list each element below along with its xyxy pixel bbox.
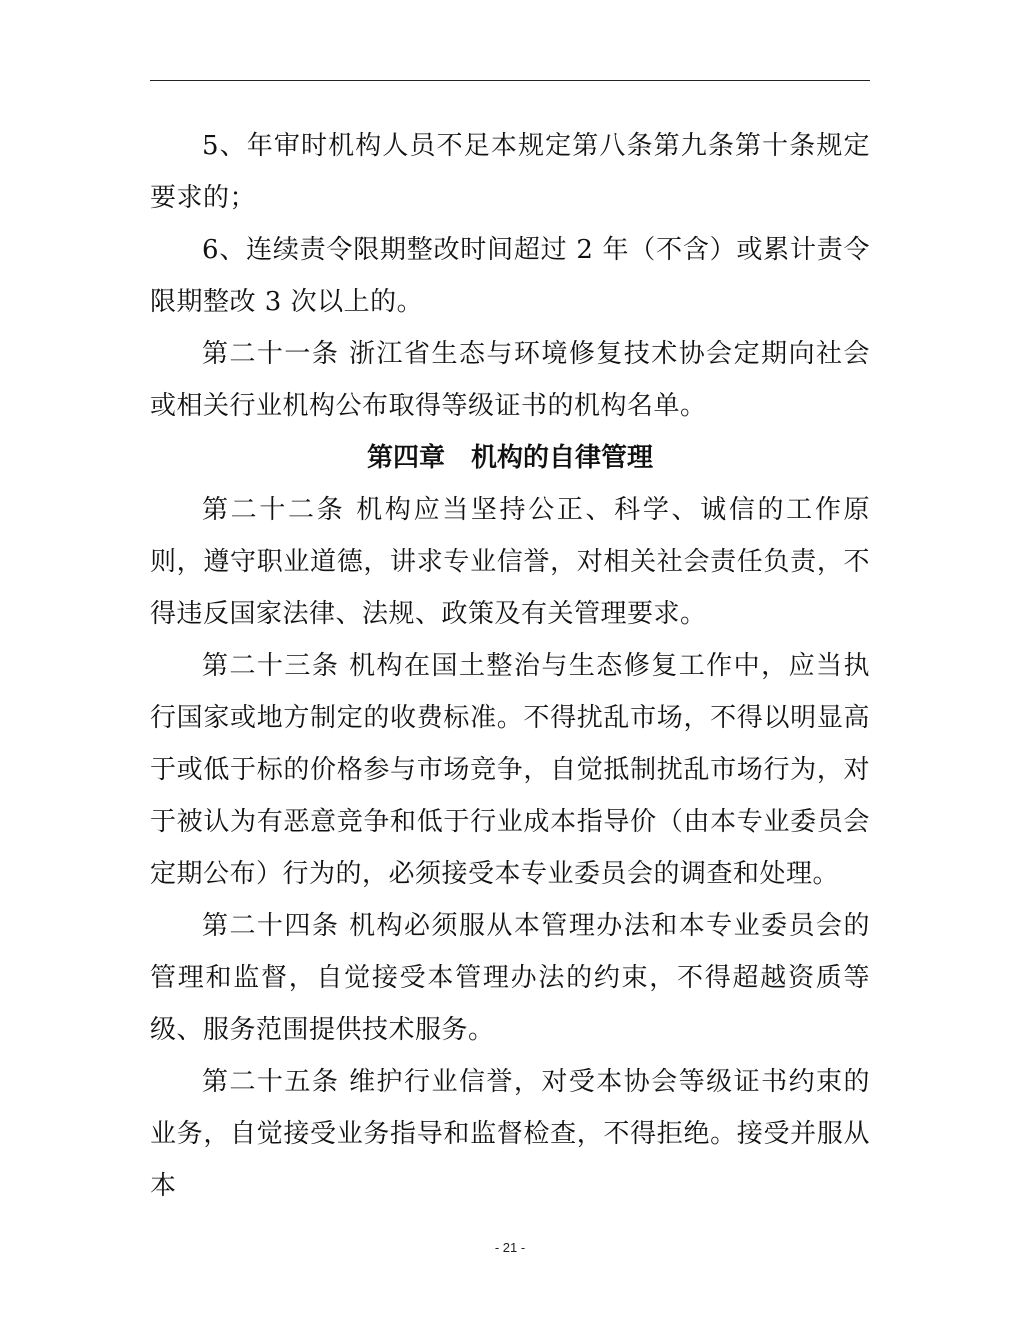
paragraph-article-24: 第二十四条 机构必须服从本管理办法和本专业委员会的管理和监督，自觉接受本管理办法的约束，不得超越资质等级、服务范围提供技术服务。 (150, 911, 870, 1045)
paragraph-article-21: 第二十一条 浙江省生态与环境修复技术协会定期向社会或相关行业机构公布取得等级证书的机构名单。 (150, 339, 870, 421)
header-rule (150, 80, 870, 81)
page-number: - 21 - (494, 1240, 526, 1255)
paragraph-item-5: 5、年审时机构人员不足本规定第八条第九条第十条规定要求的； (150, 131, 870, 213)
paragraph-article-23: 第二十三条 机构在国土整治与生态修复工作中，应当执行国家或地方制定的收费标准。不得扰乱市场，不得以明显高于或低于标的价格参与市场竞争，自觉抵制扰乱市场行为，对于被认为有恶意竞争和低于行业成本指导价（由本专业委员会定期公布）行为的，必须接受本专业委员会的调查和处理。 (150, 651, 870, 889)
chapter-title: 第四章 机构的自律管理 (366, 443, 653, 473)
paragraph-item-6: 6、连续责令限期整改时间超过 2 年（不含）或累计责令限期整改 3 次以上的。 (150, 235, 870, 317)
paragraph-article-25: 第二十五条 维护行业信誉，对受本协会等级证书约束的业务，自觉接受业务指导和监督检查，不得拒绝。接受并服从本 (150, 1067, 870, 1201)
document-body (150, 120, 870, 1212)
paragraph-article-22: 第二十二条 机构应当坚持公正、科学、诚信的工作原则，遵守职业道德，讲求专业信誉，对相关社会责任负责，不得违反国家法律、法规、政策及有关管理要求。 (150, 495, 870, 629)
